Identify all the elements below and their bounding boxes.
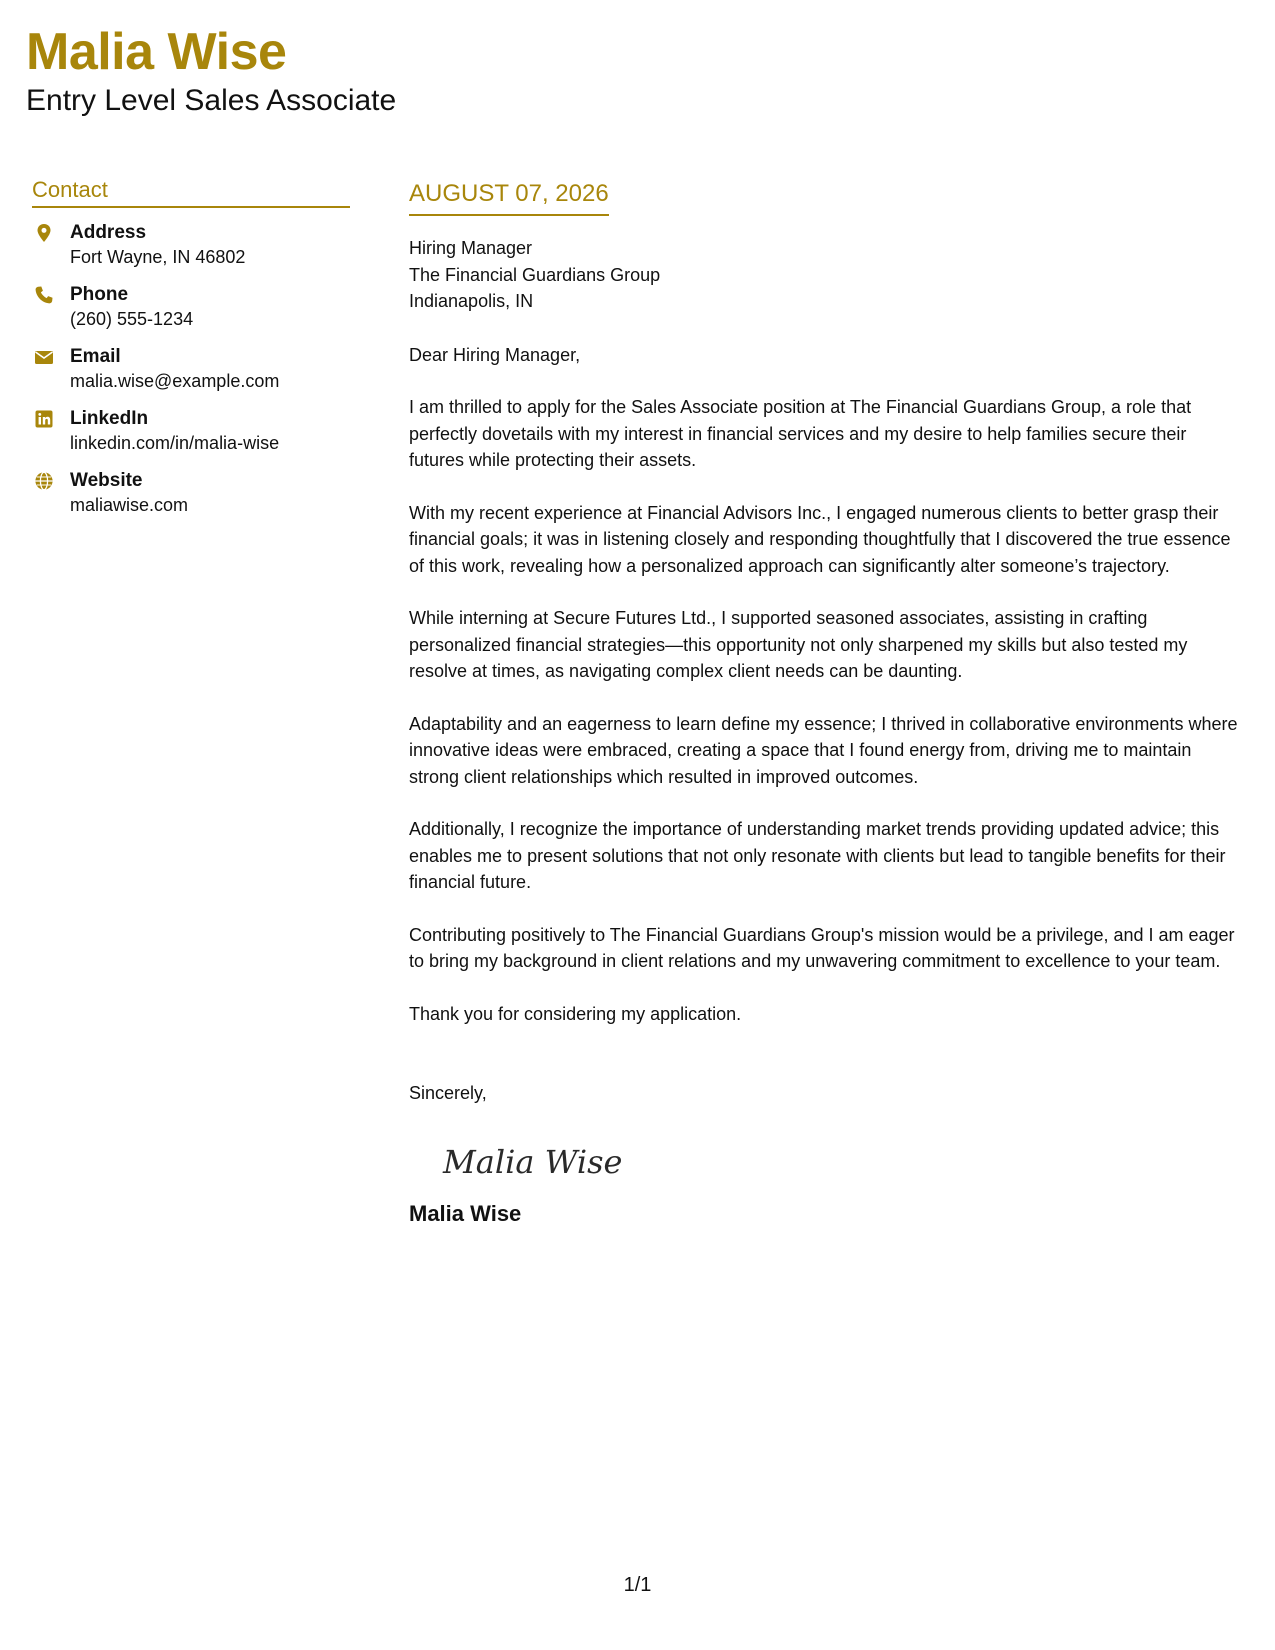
letter-paragraph: I am thrilled to apply for the Sales Associate position at The Financial Guardians Group, a role that perfectly dovetails with my interest in financial services and my desire to help families secure their futures while protecting their assets.: [409, 397, 1192, 470]
recipient-location: Indianapolis, IN: [409, 291, 534, 311]
recipient-block: [409, 235, 1245, 315]
letter-date: AUGUST 07, 2026: [409, 178, 609, 216]
linkedin-value[interactable]: linkedin.com/in/malia-wise: [70, 433, 280, 453]
letter-paragraph: Adaptability and an eagerness to learn define my essence; I thrived in collaborative environments where innovative ideas were embraced, creating a space that I found energy from, driving me to maintain strong client relationships which resulted in improved outcomes.: [409, 713, 1238, 787]
contact-item-linkedin: [32, 406, 350, 456]
phone-icon: [34, 285, 54, 305]
signature-text: Malia Wise: [443, 1142, 623, 1181]
contact-label: Website: [70, 470, 143, 491]
globe-icon: [34, 471, 54, 491]
signer-name: Malia Wise: [409, 1200, 522, 1226]
letter-body: [409, 178, 1245, 1229]
contact-label: Address: [70, 222, 147, 243]
letter-paragraph: With my recent experience at Financial Advisors Inc., I engaged numerous clients to better grasp their financial goals; it was in listening closely and responding thoughtfully that I discovered the true essence of this work, revealing how a personalized approach can significantly alter someone’s trajectory.: [409, 502, 1231, 576]
job-title: Entry Level Sales Associate: [26, 84, 397, 117]
contact-label: LinkedIn: [70, 408, 149, 429]
contact-item-email: [32, 344, 350, 394]
recipient-title: Hiring Manager: [409, 238, 533, 258]
contact-label: Phone: [70, 284, 129, 305]
envelope-icon: [34, 347, 54, 367]
contact-heading: Contact: [32, 176, 350, 208]
address-value: Fort Wayne, IN 46802: [70, 247, 246, 267]
email-value[interactable]: malia.wise@example.com: [70, 371, 280, 391]
recipient-company: The Financial Guardians Group: [409, 264, 661, 285]
map-pin-icon: [34, 223, 54, 243]
contact-label: Email: [70, 346, 121, 367]
letter-paragraph: Contributing positively to The Financial Guardians Group's mission would be a privilege, and I am eager to bring my background in client relations and my unwavering commitment to excellence to your team.: [409, 924, 1235, 971]
letter-paragraph: While interning at Secure Futures Ltd., I supported seasoned associates, assisting in crafting personalized financial strategies—this opportunity not only sharpened my skills but also tested my resolve at times, as navigating complex client needs can be daunting.: [409, 608, 1188, 681]
phone-value: (260) 555-1234: [70, 309, 194, 329]
linkedin-icon: [34, 409, 54, 429]
closing: Sincerely,: [409, 1083, 487, 1103]
contact-sidebar: [32, 176, 350, 530]
applicant-name: Malia Wise: [26, 23, 287, 81]
handwritten-signature: [441, 1135, 641, 1185]
letter-paragraph: Additionally, I recognize the importance of understanding market trends providing updated advice; this enables me to present solutions that not only resonate with clients but lead to tangible benefits for their financial future.: [409, 819, 1226, 892]
contact-item-address: [32, 220, 350, 270]
contact-item-website: [32, 468, 350, 518]
website-value[interactable]: maliawise.com: [70, 495, 189, 515]
letter-paragraph: Thank you for considering my application.: [409, 1003, 742, 1024]
page-number: 1/1: [623, 1574, 652, 1596]
contact-item-phone: [32, 282, 350, 332]
salutation: Dear Hiring Manager,: [409, 344, 581, 365]
